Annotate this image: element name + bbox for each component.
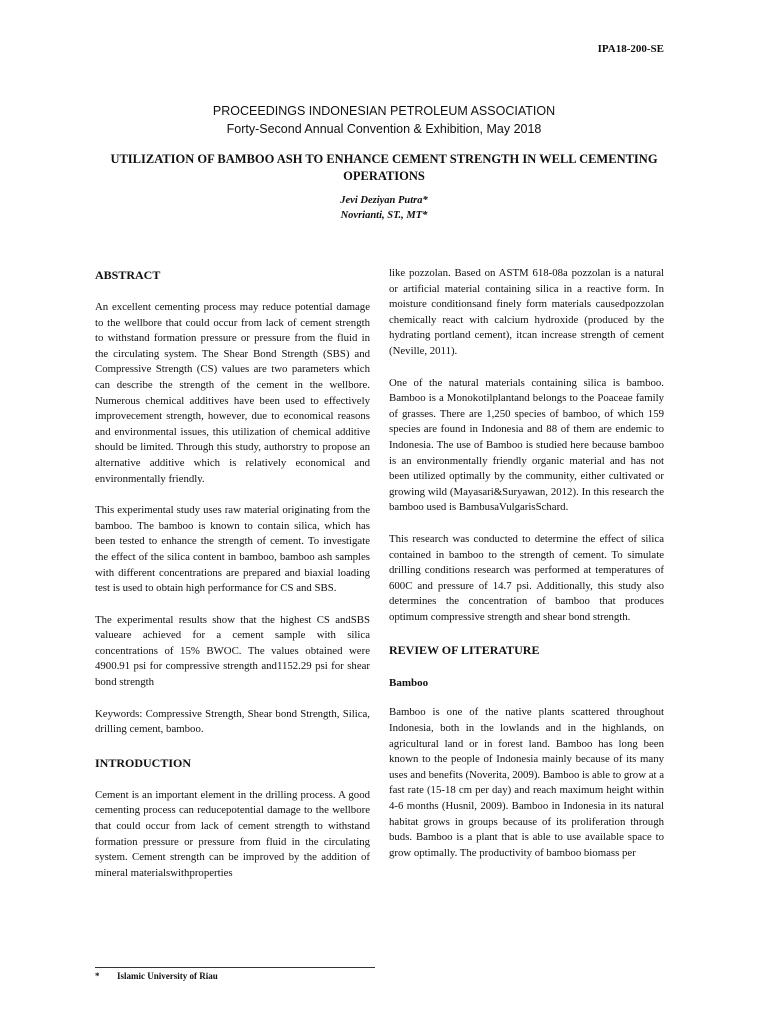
introduction-paragraph: Cement is an important element in the drilling process. A good cementing process can reducepotential damage to the wellbore that could occur from lack of cement strength to withstand formation pressure or pressure from fluid in the circulating system. Cement strength can be improved by the addition of mineral materialswithproperties bbox=[95, 788, 370, 879]
right-column bbox=[389, 266, 664, 877]
convention-line: Forty-Second Annual Convention & Exhibition, May 2018 bbox=[226, 122, 542, 136]
introduction-heading: INTRODUCTION bbox=[95, 755, 192, 770]
paper-code: IPA18-200-SE bbox=[597, 43, 664, 55]
review-heading: REVIEW OF LITERATURE bbox=[389, 643, 540, 658]
author-1: Jevi Deziyan Putra* bbox=[340, 195, 428, 206]
abstract-paragraph-2: This experimental study uses raw material originating from the bamboo. The bamboo is known to contain silica, which has been tested to enhance the strength of cement. To investigate the effect of the silica content in bamboo, bamboo ash samples with different concentrations are prepared and biaxial loading test is used to obtain high performance for CS and SBS. bbox=[95, 504, 370, 595]
research-purpose-paragraph: This research was conducted to determine the effect of silica contained in bamboo to the strength of cement. To simulate drilling conditions research was performed at temperatures of 600C and pressure of 14.7 psi. Additionally, this study also determines the concentration of bamboo that produces optimum compressive strength and shear bond strength. bbox=[389, 532, 664, 623]
footnote-mark: * bbox=[95, 971, 100, 981]
association-name: PROCEEDINGS INDONESIAN PETROLEUM ASSOCIATION bbox=[212, 104, 556, 118]
abstract-paragraph-1: An excellent cementing process may reduce potential damage to the wellbore that could occur from lack of cement strength to withstand formation pressure or pressure from the fluid in the circulating system. The Shear Bond Strength (SBS) and Compressive Strength (CS) values are two parameters which can describe the strength of the cement in the wellbore. Numerous chemical additives have been used to effectively improvecement strength, however, due to economical reasons and environmental issues, this utilization of chemical additive should be limited. Through this study, authorstry to propose an alternative additive which is relatively economical and environmentally friendly. bbox=[95, 301, 370, 485]
paper-title: UTILIZATION OF BAMBOO ASH TO ENHANCE CEMENT STRENGTH IN WELL CEMENTING OPERATIONS bbox=[110, 152, 658, 183]
pozzolan-paragraph: like pozzolan. Based on ASTM 618-08a pozzolan is a natural or artificial material containing silica in a reactive form. In moisture conditionsand finely form materials causedpozzolan chemically react with calcium hydroxide (produced by the hydrating portland cement), itcan increase strength of cement (Neville, 2011). bbox=[389, 267, 664, 357]
bamboo-silica-paragraph: One of the natural materials containing silica is bamboo. Bamboo is a Monokotilplantand belongs to the Poaceae family of grasses. There are 1,250 species of bamboo, of which 159 species are found in Indonesia and 88 of them are endemic to Indonesia. The use of Bamboo is studied here because bamboo is an environmentally friendly organic material and has not been utilized optimally by the community, either cultivated or growing wild (Mayasari&Suryawan, 2012). In this research the bamboo used is BambusaVulgarisSchard. bbox=[389, 376, 664, 514]
author-2: Novrianti, ST., MT* bbox=[340, 210, 428, 221]
footnote-text: Islamic University of Riau bbox=[117, 971, 218, 981]
bamboo-subheading: Bamboo bbox=[389, 677, 429, 690]
abstract-paragraph-3: The experimental results show that the highest CS andSBS valueare achieved for a cement sample with silica concentrations of 15% BWOC. The values obtained were 4900.91 psi for compressive strength and1152.29 psi for shear bond strength bbox=[95, 613, 370, 689]
left-column bbox=[95, 266, 370, 897]
footnote-divider bbox=[95, 967, 375, 968]
keywords-paragraph: Keywords: Compressive Strength, Shear bond Strength, Silica, drilling cement, bamboo. bbox=[95, 707, 370, 736]
footnote bbox=[95, 971, 218, 981]
abstract-heading: ABSTRACT bbox=[95, 268, 161, 282]
bamboo-paragraph: Bamboo is one of the native plants scattered throughout Indonesia, both in the lowlands and in the highlands, on agricultural land or in forest land. Bamboo has long been known to the people of Indonesia mainly because of its many uses and benefits (Noverita, 2009). Bamboo is able to grow at a fast rate (15-18 cm per day) and reach maximum height within 4-6 months (Husnil, 2009). Bamboo in Indonesia in its natural habitat grows in groups because of its proliferation through buds. Bamboo is a plant that is able to use available space to grow optimally. The productivity of bamboo biomass per bbox=[389, 706, 664, 859]
